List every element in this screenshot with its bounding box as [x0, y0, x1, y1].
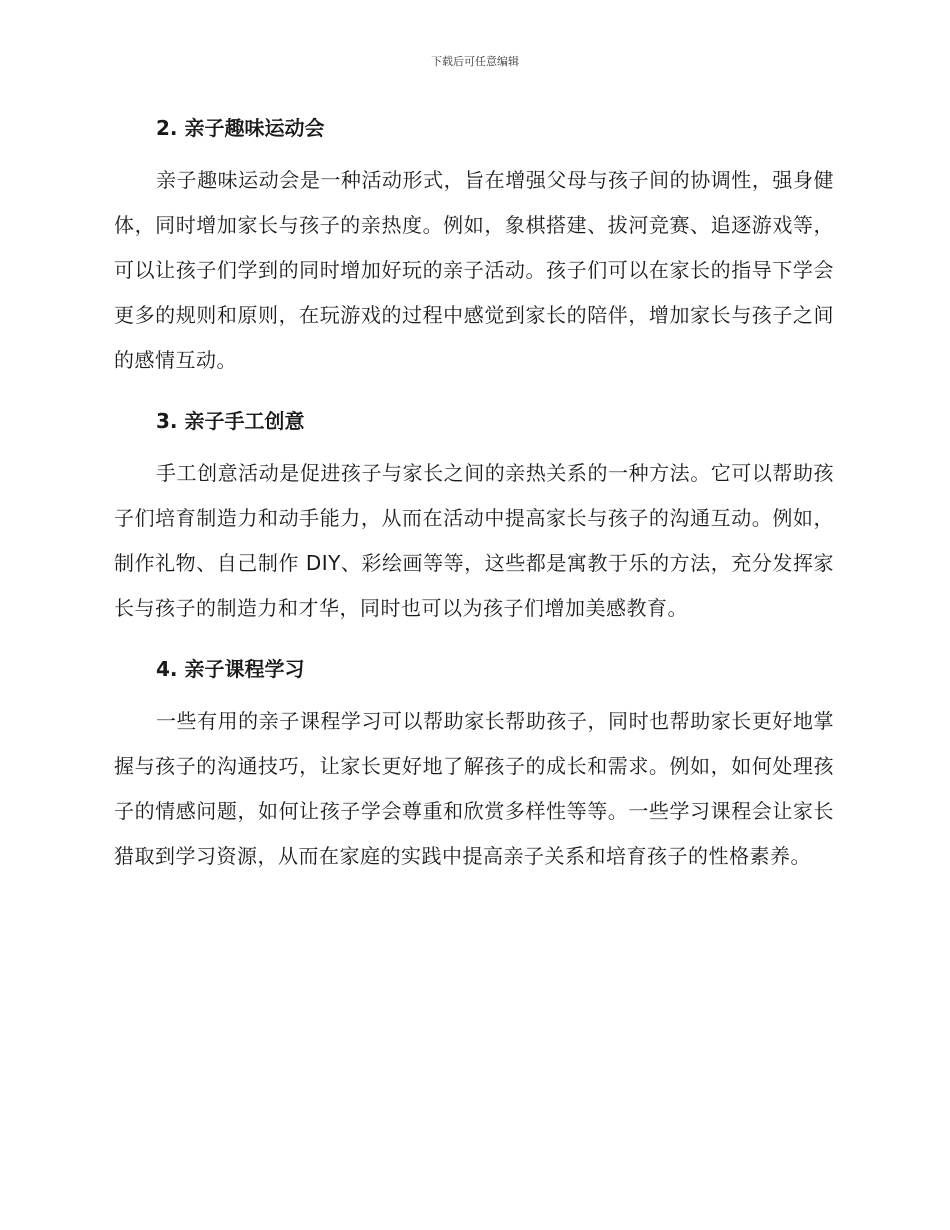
section-heading-course-learning: 4. 亲子课程学习 [156, 657, 305, 681]
document-body [114, 112, 834, 901]
section-heading-handicraft: 3. 亲子手工创意 [156, 409, 305, 433]
section-heading-sports-day: 2. 亲子趣味运动会 [156, 116, 325, 140]
section-paragraph-course-learning: 一些有用的亲子课程学习可以帮助家长帮助孩子，同时也帮助家长更好地掌握与孩子的沟通技巧，让家长更好地了解孩子的成长和需求。例如，如何处理孩子的情感问题，如何让孩子学会尊重和欣赏多样性等等。一些学习课程会让家长猎取到学习资源，从而在家庭的实践中提高亲子关系和培育孩子的性格素养。 [114, 709, 834, 868]
page-header-note: 下载后可任意编辑 [431, 55, 519, 68]
section-paragraph-sports-day: 亲子趣味运动会是一种活动形式，旨在增强父母与孩子间的协调性，强身健体，同时增加家长与孩子的亲热度。例如，象棋搭建、拔河竞赛、追逐游戏等，可以让孩子们学到的同时增加好玩的亲子活动。孩子们可以在家长的指导下学会更多的规则和原则，在玩游戏的过程中感觉到家长的陪伴，增加家长与孩子之间的感情互动。 [114, 168, 834, 372]
section-paragraph-handicraft: 手工创意活动是促进孩子与家长之间的亲热关系的一种方法。它可以帮助孩子们培育制造力和动手能力，从而在活动中提高家长与孩子的沟通互动。例如，制作礼物、自己制作 DIY、彩绘画等等，这些都是寓教于乐的方法，充分发挥家长与孩子的制造力和才华，同时也可以为孩子们增加美感教育。 [114, 461, 834, 620]
